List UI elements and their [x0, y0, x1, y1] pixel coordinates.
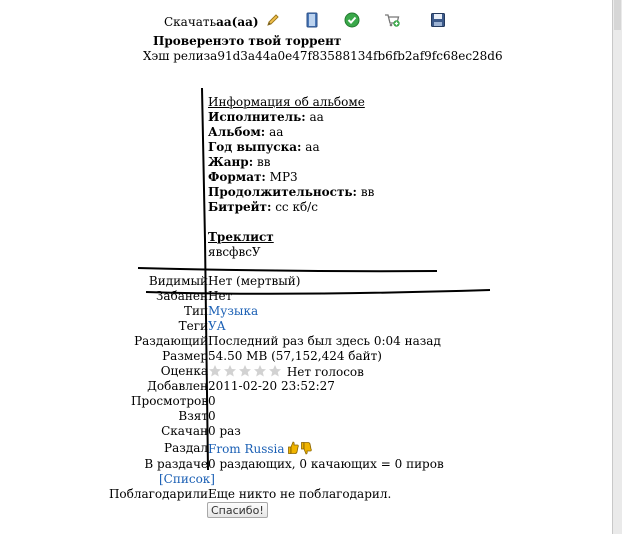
rating-stars[interactable]	[208, 365, 287, 379]
album-value: aa	[265, 125, 284, 139]
thanks-label: Поблагодарили	[108, 487, 208, 501]
taken-label: Взят	[178, 409, 208, 423]
thanks-value: Еще никто не поблагодарил.	[208, 487, 392, 501]
downloaded-value: 0 раз	[208, 424, 241, 438]
check-row	[153, 34, 341, 48]
tracklist-title-text: Треклист	[208, 230, 274, 244]
scrollbar-thumb[interactable]	[614, 0, 621, 30]
check-circle-icon[interactable]	[344, 12, 360, 28]
duration-value: вв	[357, 185, 375, 199]
tags-label: Теги	[178, 319, 208, 333]
thumbs-down-icon[interactable]	[301, 441, 312, 458]
views-value: 0	[208, 394, 216, 408]
tags-link[interactable]: УА	[208, 319, 226, 333]
duration-row	[208, 185, 374, 199]
cart-add-icon[interactable]	[384, 12, 400, 28]
uploader-row	[208, 441, 312, 458]
year-value: aa	[301, 140, 320, 154]
rating-value: Нет голосов	[286, 365, 364, 379]
banned-label: Забанен	[155, 289, 208, 303]
genre-label: Жанр:	[208, 155, 254, 169]
scrollbar[interactable]	[612, 0, 622, 534]
hash-row	[143, 49, 503, 63]
format-row	[208, 170, 298, 184]
taken-value: 0	[208, 409, 216, 423]
star-icon[interactable]	[238, 364, 252, 378]
floppy-disk-icon[interactable]	[430, 12, 446, 28]
format-value: MP3	[265, 170, 298, 184]
duration-label: Продолжительность:	[208, 185, 357, 199]
artist-row	[208, 110, 324, 124]
peer-list-link[interactable]: [Список]	[159, 472, 215, 486]
year-row	[208, 140, 320, 154]
download-label: Скачать	[164, 15, 217, 29]
rating-label: Оценка	[160, 364, 208, 378]
peers-label: В раздаче	[144, 457, 208, 471]
rating-row	[208, 364, 364, 379]
thanks-button[interactable]: Спасибо!	[207, 502, 268, 518]
download-row	[164, 15, 259, 29]
visible-label: Видимый	[148, 274, 208, 288]
star-icon[interactable]	[208, 364, 222, 378]
views-label: Просмотров	[131, 394, 208, 408]
genre-row	[208, 155, 270, 169]
uploader-link[interactable]: From Russia	[208, 442, 285, 456]
banned-value: Нет	[208, 289, 233, 303]
type-link[interactable]: Музыка	[208, 304, 259, 318]
artist-label: Исполнитель:	[208, 110, 306, 124]
added-label: Добавлен	[147, 379, 208, 393]
artist-value: aa	[305, 110, 324, 124]
tracklist-title	[208, 230, 274, 244]
format-label: Формат:	[208, 170, 266, 184]
type-label: Тип	[184, 304, 208, 318]
added-value: 2011-02-20 23:52:27	[208, 379, 335, 393]
bitrate-label: Битрейт:	[208, 200, 272, 214]
uploader-label: Раздал	[164, 441, 208, 455]
star-icon[interactable]	[253, 364, 267, 378]
size-value: 54.50 MB (57,152,424 байт)	[208, 349, 382, 363]
genre-value: вв	[253, 155, 271, 169]
bitrate-row	[208, 200, 318, 214]
download-link[interactable]: aa(aa)	[216, 15, 259, 29]
seeder-value: Последний раз был здесь 0:04 назад	[208, 334, 441, 348]
size-label: Размер	[162, 349, 208, 363]
album-row	[208, 125, 283, 139]
visible-value: Нет (мертвый)	[208, 274, 301, 288]
downloaded-label: Скачан	[161, 424, 208, 438]
seeder-label: Раздающий	[134, 334, 208, 348]
peers-value: 0 раздающих, 0 качающих = 0 пиров	[208, 457, 444, 471]
year-label: Год выпуска:	[208, 140, 302, 154]
thumbs-up-icon[interactable]	[288, 441, 299, 458]
tracklist-value: явсфвсУ	[208, 245, 261, 259]
album-info-title: Информация об альбоме	[208, 95, 365, 109]
pencil-icon[interactable]	[265, 12, 281, 28]
hash-value: 91d3a44a0e47f83588134fb6fb2af9fc68ec28d6	[217, 49, 503, 63]
check-text: Проверенэто твой торрент	[153, 34, 342, 48]
hash-label: Хэш релиза	[143, 49, 218, 63]
star-icon[interactable]	[268, 364, 282, 378]
bitrate-value: сс кб/с	[271, 200, 318, 214]
star-icon[interactable]	[223, 364, 237, 378]
album-label: Альбом:	[208, 125, 266, 139]
bookmark-icon[interactable]	[304, 12, 320, 28]
